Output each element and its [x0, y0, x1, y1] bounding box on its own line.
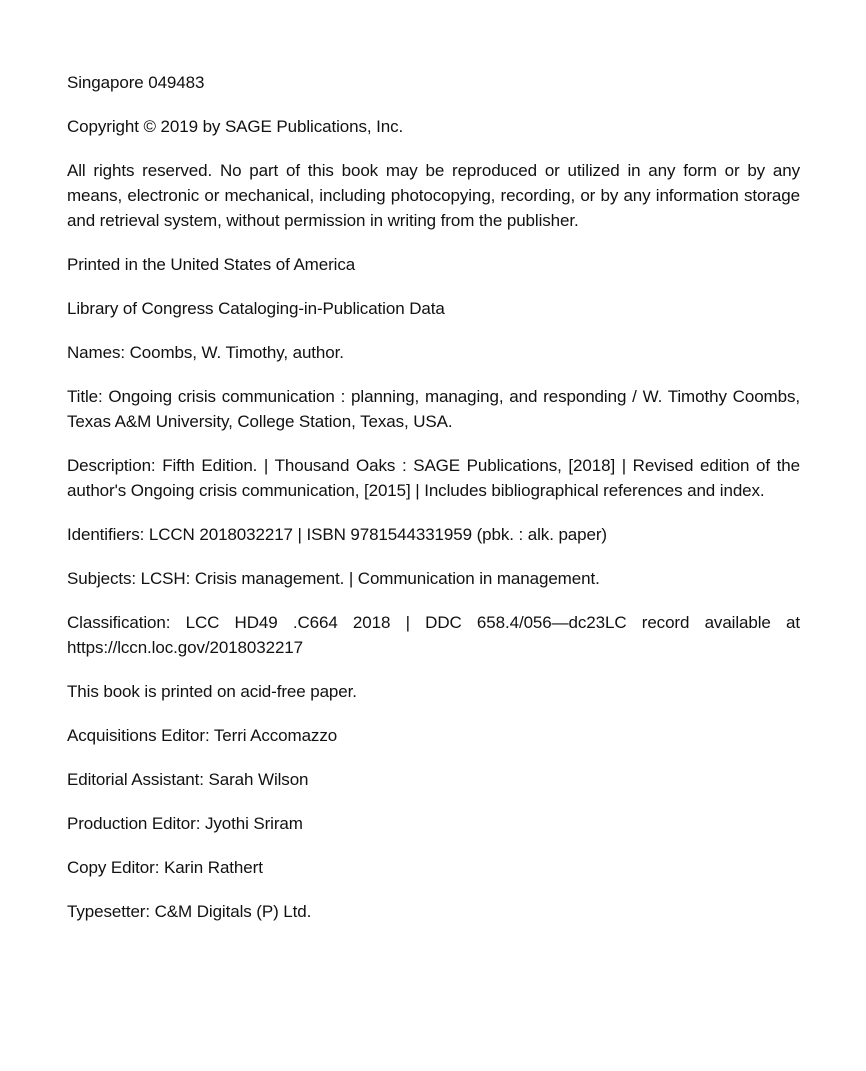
cip-heading: Library of Congress Cataloging-in-Publication Data	[67, 299, 445, 318]
address-line: Singapore 049483	[67, 73, 205, 92]
copyright-notice: Copyright © 2019 by SAGE Publications, Inc.	[67, 117, 404, 136]
copy-editor: Copy Editor: Karin Rathert	[67, 858, 263, 877]
paper-note: This book is printed on acid-free paper.	[67, 682, 357, 701]
editorial-assistant: Editorial Assistant: Sarah Wilson	[67, 770, 309, 789]
cip-description: Description: Fifth Edition. | Thousand Oaks : SAGE Publications, [2018] | Revised edition of the author's Ongoing crisis communication, [2015] | Includes bibliographical references and index.	[67, 456, 800, 500]
rights-statement: All rights reserved. No part of this book may be reproduced or utilized in any form or by any means, electronic or mechanical, including photocopying, recording, or by any information storage and retrieval system, without permission in writing from the publisher.	[67, 161, 800, 230]
cip-title: Title: Ongoing crisis communication : planning, managing, and responding / W. Timothy Coombs, Texas A&M University, College Station, Texas, USA.	[67, 387, 800, 431]
typesetter: Typesetter: C&M Digitals (P) Ltd.	[67, 902, 312, 921]
cip-classification: Classification: LCC HD49 .C664 2018 | DDC 658.4/056—dc23LC record available at https://lccn.loc.gov/2018032217	[67, 613, 800, 657]
copyright-page	[67, 70, 800, 943]
acquisitions-editor: Acquisitions Editor: Terri Accomazzo	[67, 726, 338, 745]
cip-subjects: Subjects: LCSH: Crisis management. | Communication in management.	[67, 569, 600, 588]
production-editor: Production Editor: Jyothi Sriram	[67, 814, 303, 833]
cip-names: Names: Coombs, W. Timothy, author.	[67, 343, 344, 362]
printed-in: Printed in the United States of America	[67, 255, 356, 274]
cip-identifiers: Identifiers: LCCN 2018032217 | ISBN 9781544331959 (pbk. : alk. paper)	[67, 525, 607, 544]
